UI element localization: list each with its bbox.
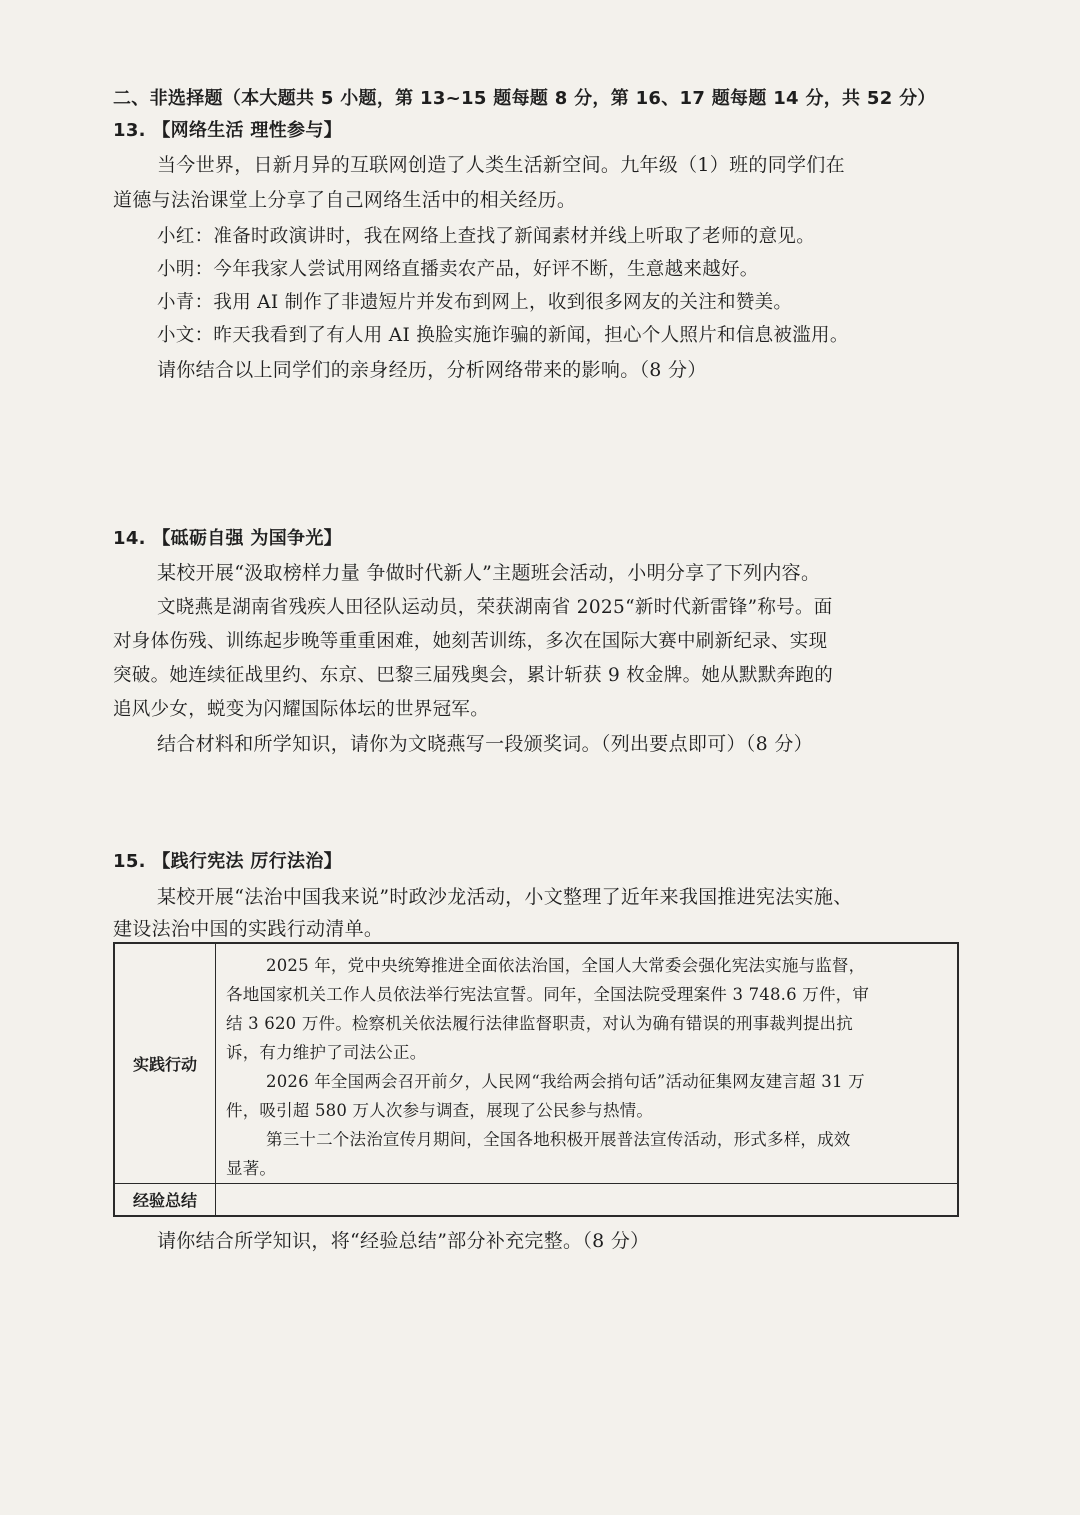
summary-label: 经验总结: [132, 1190, 197, 1210]
practice-line-7: 第三十二个法治宣传月期间，全国各地积极开展普法宣传活动，形式多样，成效: [266, 1130, 851, 1149]
summary-label-cell: [114, 1183, 216, 1216]
practice-label: 实践行动: [132, 1054, 197, 1074]
q13-xiaoqing: 小青：我用 AI 制作了非遗短片并发布到网上，收到很多网友的关注和赞美。: [157, 292, 793, 313]
practice-line-3: 结 3 620 万件。检察机关依法履行法律监督职责，对认为确有错误的刑事裁判提出抗: [226, 1014, 853, 1033]
q15-intro-line-1: 某校开展“法治中国我来说”时政沙龙活动，小文整理了近年来我国推进宪法实施、: [157, 886, 853, 908]
practice-line-4: 诉，有力维护了司法公正。: [226, 1043, 427, 1062]
q14-paragraph-line-2: 对身体伤残、训练起步晚等重重困难，她刻苦训练，多次在国际大赛中刷新纪录、实现: [113, 631, 828, 652]
table-row: [114, 1183, 958, 1216]
summary-answer-cell[interactable]: [216, 1183, 959, 1216]
q13-xiaohong: 小红：准备时政演讲时，我在网络上查找了新闻素材并线上听取了老师的意见。: [157, 226, 816, 247]
q14-intro: 某校开展“汲取榜样力量 争做时代新人”主题班会活动，小明分享了下列内容。: [157, 562, 821, 584]
q13-title: 13. 【网络生活 理性参与】: [113, 120, 342, 141]
q14-paragraph-line-3: 突破。她连续征战里约、东京、巴黎三届残奥会，累计斩获 9 枚金牌。她从默默奔跑的: [113, 665, 834, 686]
section-heading: 二、非选择题（本大题共 5 小题，第 13~15 题每题 8 分，第 16、17 题每题 14 分，共 52 分）: [113, 88, 936, 109]
practice-line-2: 各地国家机关工作人员依法举行宪法宣誓。同年，全国法院受理案件 3 748.6 万件，审: [226, 985, 870, 1004]
q13-xiaowen: 小文：昨天我看到了有人用 AI 换脸实施诈骗的新闻，担心个人照片和信息被滥用。: [157, 325, 849, 346]
q13-question: 请你结合以上同学们的亲身经历，分析网络带来的影响。（8 分）: [157, 359, 707, 381]
practice-table: [113, 942, 959, 1217]
practice-line-6: 件，吸引超 580 万人次参与调查，展现了公民参与热情。: [226, 1101, 654, 1120]
q14-title: 14. 【砥砺自强 为国争光】: [113, 528, 342, 549]
q14-question: 结合材料和所学知识，请你为文晓燕写一段颁奖词。（列出要点即可）（8 分）: [157, 733, 813, 755]
table-row: [114, 943, 958, 1183]
q14-paragraph-line-4: 追风少女，蜕变为闪耀国际体坛的世界冠军。: [113, 699, 490, 720]
practice-line-5: 2026 年全国两会召开前夕，人民网“我给两会捎句话”活动征集网友建言超 31 万: [266, 1072, 865, 1091]
q14-paragraph-line-1: 文晓燕是湖南省残疾人田径队运动员，荣获湖南省 2025“新时代新雷锋”称号。面: [157, 597, 833, 618]
practice-content-cell: [216, 943, 959, 1183]
q15-question: 请你结合所学知识，将“经验总结”部分补充完整。（8 分）: [157, 1230, 650, 1252]
practice-line-8: 显著。: [226, 1159, 277, 1178]
practice-label-cell: [114, 943, 216, 1183]
practice-line-1: 2025 年，党中央统筹推进全面依法治国，全国人大常委会强化宪法实施与监督，: [266, 956, 866, 975]
q13-intro-line-2: 道德与法治课堂上分享了自己网络生活中的相关经历。: [113, 189, 577, 211]
q13-intro-line-1: 当今世界，日新月异的互联网创造了人类生活新空间。九年级（1）班的同学们在: [157, 154, 845, 176]
q15-intro-line-2: 建设法治中国的实践行动清单。: [113, 918, 384, 940]
q13-xiaoming: 小明：今年我家人尝试用网络直播卖农产品，好评不断，生意越来越好。: [157, 259, 759, 280]
q15-title: 15. 【践行宪法 厉行法治】: [113, 851, 342, 872]
